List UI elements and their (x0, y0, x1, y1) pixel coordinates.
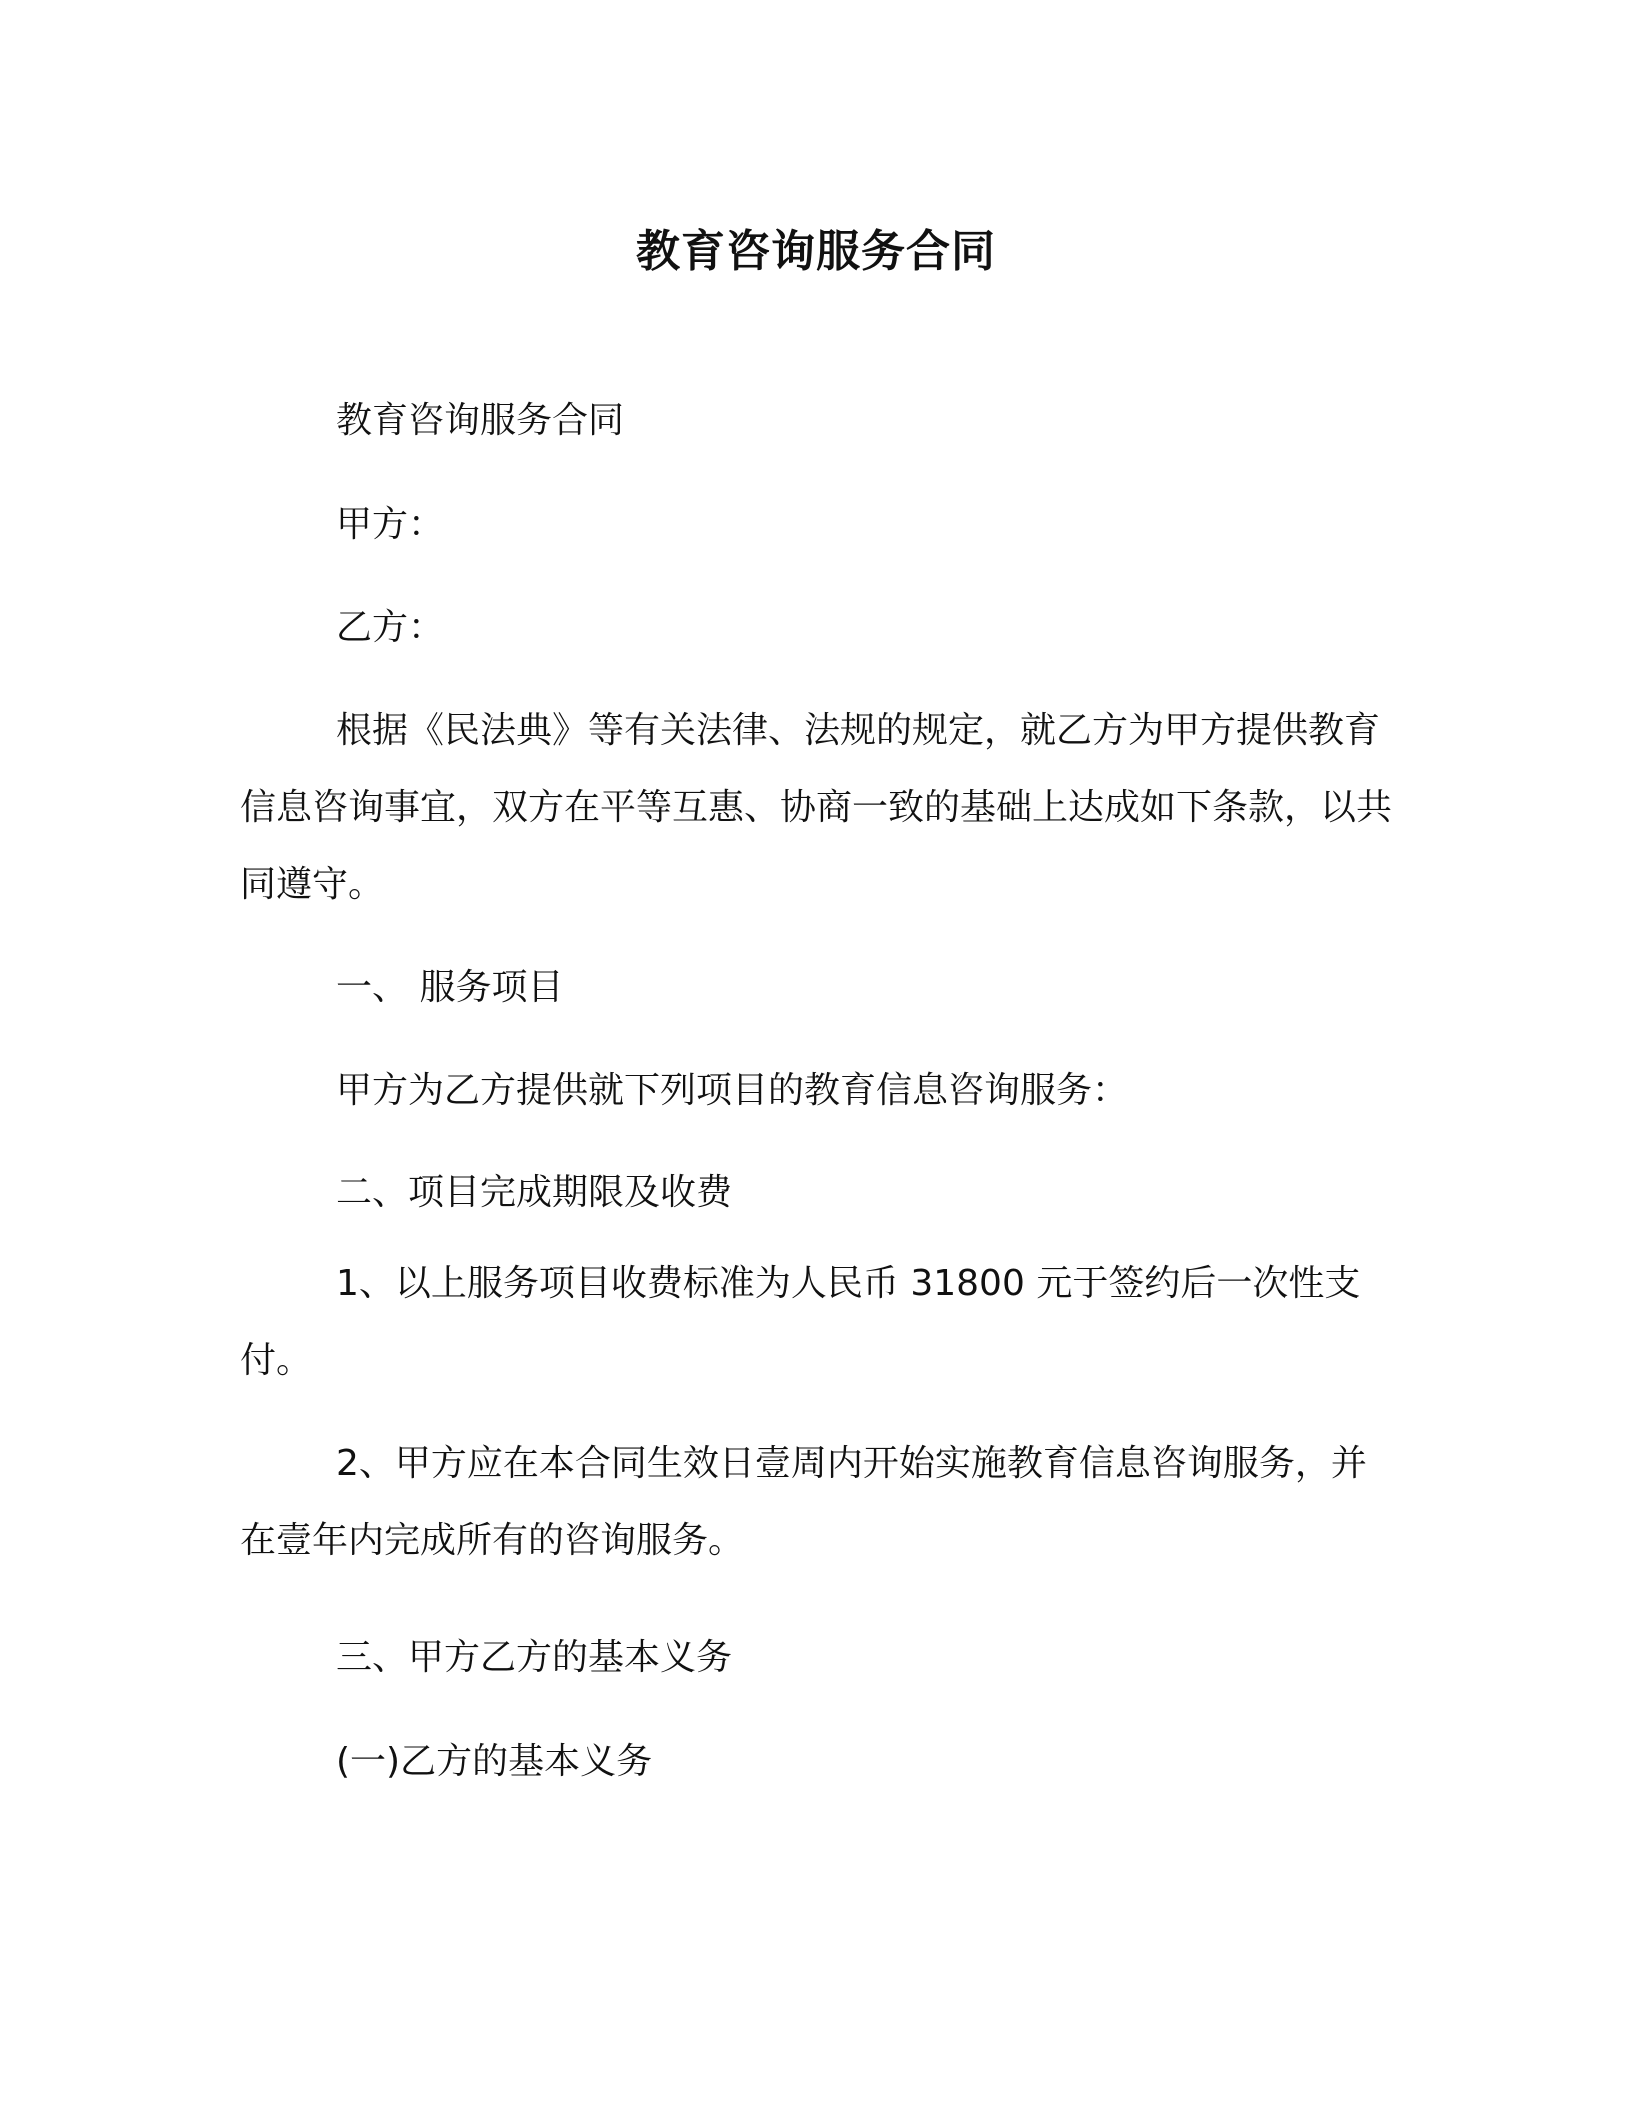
section-heading-service-items: 一、 服务项目 (336, 967, 564, 1008)
clause-fee-standard: 1、以上服务项目收费标准为人民币 31800 元于签约后一次性支付。 (240, 1263, 1361, 1381)
service-items-text: 甲方为乙方提供就下列项目的教育信息咨询服务： (336, 1070, 1129, 1111)
party-a-label: 甲方： (336, 504, 445, 545)
section-heading-obligations: 三、甲方乙方的基本义务 (336, 1637, 733, 1678)
section-heading-deadline-fees: 二、项目完成期限及收费 (336, 1172, 733, 1213)
document-subtitle: 教育咨询服务合同 (336, 400, 625, 441)
clause-service-period: 2、甲方应在本合同生效日壹周内开始实施教育信息咨询服务，并在壹年内完成所有的咨询服务。 (240, 1443, 1367, 1561)
subsection-party-b-obligations: (一)乙方的基本义务 (336, 1741, 653, 1782)
party-b-label: 乙方： (336, 607, 445, 648)
preamble-paragraph: 根据《民法典》等有关法律、法规的规定，就乙方为甲方提供教育信息咨询事宜，双方在平等互惠、协商一致的基础上达成如下条款，以共同遵守。 (240, 710, 1393, 905)
document-title: 教育咨询服务合同 (636, 226, 996, 277)
